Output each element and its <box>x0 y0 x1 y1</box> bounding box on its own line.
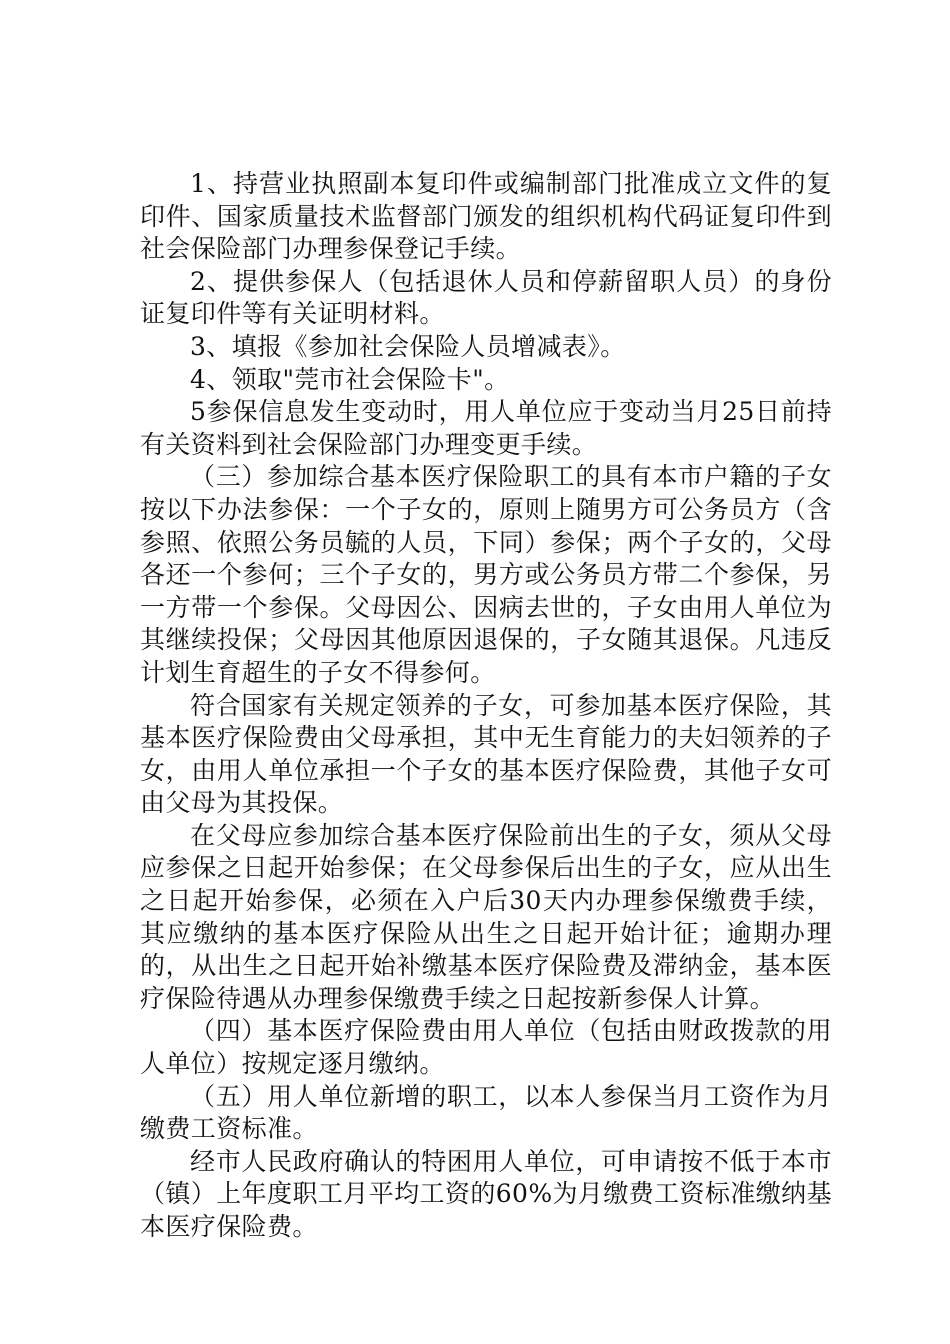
paragraph-8: 在父母应参加综合基本医疗保险前出生的子女，须从父母应参保之日起开始参保；在父母参保后出生的子女，应从出生之日起开始参保，必须在入户后30天内办理参保缴费手续，其应缴纳的基本医疗保险从出生之日起开始计征；逾期办理的，从出生之日起开始补缴基本医疗保险费及滞纳金，基本医疗保险待遇从办理参保缴费手续之日起按新参保人计算。 <box>140 820 832 1013</box>
paragraph-7: 符合国家有关规定领养的子女，可参加基本医疗保险，其基本医疗保险费由父母承担，其中无生育能力的夫妇领养的子女，由用人单位承担一个子女的基本医疗保险费，其他子女可由父母为其投保。 <box>140 690 832 818</box>
paragraph-9: （四）基本医疗保险费由用人单位（包括由财政拨款的用人单位）按规定逐月缴纳。 <box>140 1016 832 1079</box>
paragraph-3: 3、填报《参加社会保险人员增减表》。 <box>190 331 626 361</box>
document-body <box>140 168 832 1244</box>
paragraph-10: （五）用人单位新增的职工，以本人参保当月工资作为月缴费工资标准。 <box>140 1081 832 1144</box>
paragraph-2: 2、提供参保人（包括退休人员和停薪留职人员）的身份证复印件等有关证明材料。 <box>140 266 832 329</box>
paragraph-5: 5参保信息发生变动时，用人单位应于变动当月25日前持有关资料到社会保险部门办理变更手续。 <box>140 397 832 459</box>
paragraph-6: （三）参加综合基本医疗保险职工的具有本市户籍的子女按以下办法参保：一个子女的，原则上随男方可公务员方（含参照、依照公务员毓的人员，下同）参保；两个子女的，父母各还一个参何；三个子女的，男方或公务员方带二个参保，另一方带一个参保。父母因公、因病去世的，子女由用人单位为其继续投保；父母因其他原因退保的，子女随其退保。凡违反计划生育超生的子女不得参何。 <box>140 462 832 687</box>
paragraph-11: 经市人民政府确认的特困用人单位，可申请按不低于本市（镇）上年度职工月平均工资的60%为月缴费工资标准缴纳基本医疗保险费。 <box>140 1146 832 1241</box>
paragraph-1: 1、持营业执照副本复印件或编制部门批准成立文件的复印件、国家质量技术监督部门颁发的组织机构代码证复印件到社会保险部门办理参保登记手续。 <box>140 169 832 264</box>
paragraph-4: 4、领取"莞市社会保险卡"。 <box>190 364 510 394</box>
